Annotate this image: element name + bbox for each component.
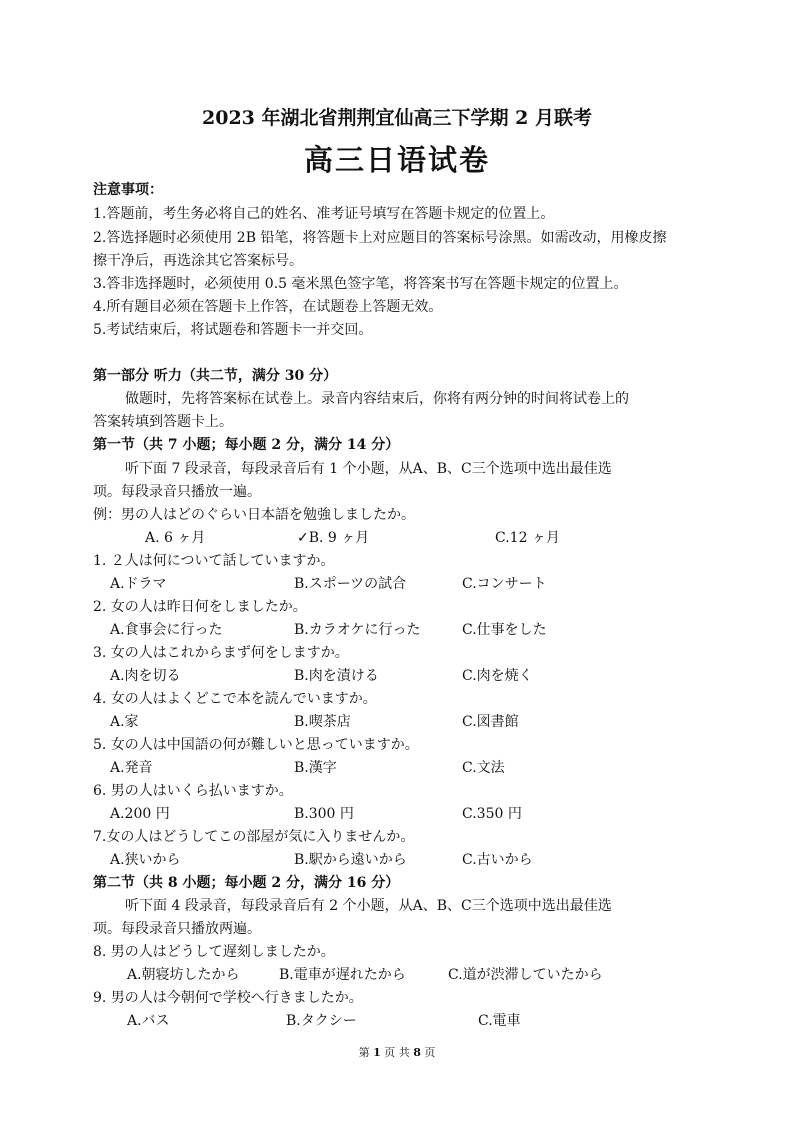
page-footer <box>0 1044 794 1060</box>
example-option-a: A. 6 ヶ月 <box>145 530 206 546</box>
question-9-option-a: A.バス <box>127 1013 170 1029</box>
question-1-option-c: C.コンサート <box>462 576 547 592</box>
part1-intro-cont: 答案转填到答题卡上。 <box>93 414 233 430</box>
notice-item-3: 3.答非选择题时，必须使用 0.5 毫米黑色签字笔，将答案书写在答题卡规定的位置上。 <box>93 276 628 292</box>
question-4-option-a: A.家 <box>110 714 139 730</box>
question-6-option-b: B.300 円 <box>294 806 354 822</box>
exam-subtitle: 高三日语试卷 <box>303 143 490 177</box>
question-5-option-c: C.文法 <box>462 760 505 776</box>
question-6: 6. 男の人はいくら払いますか。 <box>93 783 293 799</box>
question-2-option-b: B.カラオケに行った <box>294 622 421 638</box>
question-1-option-b: B.スポーツの試合 <box>294 576 407 592</box>
question-7-option-b: B.駅から遠いから <box>294 852 407 868</box>
question-1-option-a: A.ドラマ <box>110 576 167 592</box>
part1-heading: 第一部分 听力（共二节，满分 30 分） <box>93 368 338 384</box>
question-4-option-b: B.喫茶店 <box>294 714 351 730</box>
question-6-option-c: C.350 円 <box>462 806 522 822</box>
question-3: 3. 女の人はこれからまず何をしますか。 <box>93 645 349 661</box>
notice-item-4: 4.所有题目必须在答题卡上作答，在试题卷上答题无效。 <box>93 299 443 315</box>
question-9: 9. 男の人は今朝何で学校へ行きましたか。 <box>93 990 363 1006</box>
footer-middle: 页 共 <box>384 1046 410 1059</box>
question-7-option-a: A.狭いから <box>110 852 181 868</box>
question-3-option-b: B.肉を漬ける <box>294 668 379 684</box>
section1-intro: 听下面 7 段录音，每段录音后有 1 个小题，从A、B、C三个选项中选出最佳选 <box>125 461 612 477</box>
notice-item-5: 5.考试结束后，将试题卷和答题卡一并交回。 <box>93 322 373 338</box>
question-9-option-b: B.タクシー <box>286 1013 357 1029</box>
question-1: 1. ２人は何について話していますか。 <box>93 553 335 569</box>
question-4: 4. 女の人はよくどこで本を読んでいますか。 <box>93 691 377 707</box>
question-8: 8. 男の人はどうして遅刻しましたか。 <box>93 944 335 960</box>
example-question: 例：男の人はどのぐらい日本語を勉強しましたか。 <box>93 507 415 523</box>
question-3-option-a: A.肉を切る <box>110 668 181 684</box>
page-number: 1 <box>373 1046 381 1059</box>
exam-title: 2023 年湖北省荆荆宜仙高三下学期 2 月联考 <box>202 107 592 129</box>
example-option-c: C.12 ヶ月 <box>495 530 560 546</box>
question-7-option-c: C.古いから <box>462 852 533 868</box>
section1-intro-cont: 项。每段录音只播放一遍。 <box>93 484 261 500</box>
section2-intro: 听下面 4 段录音，每段录音后有 2 个小题，从A、B、C三个选项中选出最佳选 <box>125 898 612 914</box>
notice-item-1: 1.答题前，考生务必将自己的姓名、准考证号填写在答题卡规定的位置上。 <box>93 206 555 222</box>
question-9-option-c: C.電車 <box>478 1013 521 1029</box>
footer-suffix: 页 <box>424 1046 436 1059</box>
question-6-option-a: A.200 円 <box>110 806 170 822</box>
notice-item-2-cont: 擦干净后，再选涂其它答案标号。 <box>93 253 303 269</box>
question-7: 7.女の人はどうしてこの部屋が気に入りませんか。 <box>93 829 415 845</box>
section2-intro-cont: 项。每段录音只播放两遍。 <box>93 921 261 937</box>
section1-heading: 第一节（共 7 小题；每小题 2 分，满分 14 分） <box>93 437 400 453</box>
question-4-option-c: C.図書館 <box>462 714 519 730</box>
question-2: 2. 女の人は昨日何をしましたか。 <box>93 599 307 615</box>
question-8-option-a: A.朝寝坊したから <box>127 967 240 983</box>
question-3-option-c: C.肉を焼く <box>462 668 533 684</box>
question-5-option-b: B.漢字 <box>294 760 337 776</box>
part1-intro: 做题时，先将答案标在试卷上。录音内容结束后，你将有两分钟的时间将试卷上的 <box>125 391 629 407</box>
example-option-b: ✓B. 9 ヶ月 <box>297 530 370 546</box>
footer-prefix: 第 <box>358 1046 370 1059</box>
notice-heading: 注意事项： <box>93 182 163 198</box>
question-8-option-b: B.電車が遅れたから <box>279 967 406 983</box>
question-5-option-a: A.発音 <box>110 760 153 776</box>
section2-heading: 第二节（共 8 小题；每小题 2 分，满分 16 分） <box>93 875 400 891</box>
notice-item-2: 2.答选择题时必须使用 2B 铅笔，将答题卡上对应题目的答案标号涂黑。如需改动，用橡皮擦 <box>93 230 667 246</box>
question-2-option-c: C.仕事をした <box>462 622 547 638</box>
page-total: 8 <box>413 1046 421 1059</box>
question-5: 5. 女の人は中国語の何が難しいと思っていますか。 <box>93 737 419 753</box>
question-8-option-c: C.道が渋滞していたから <box>448 967 603 983</box>
question-2-option-a: A.食事会に行った <box>110 622 223 638</box>
